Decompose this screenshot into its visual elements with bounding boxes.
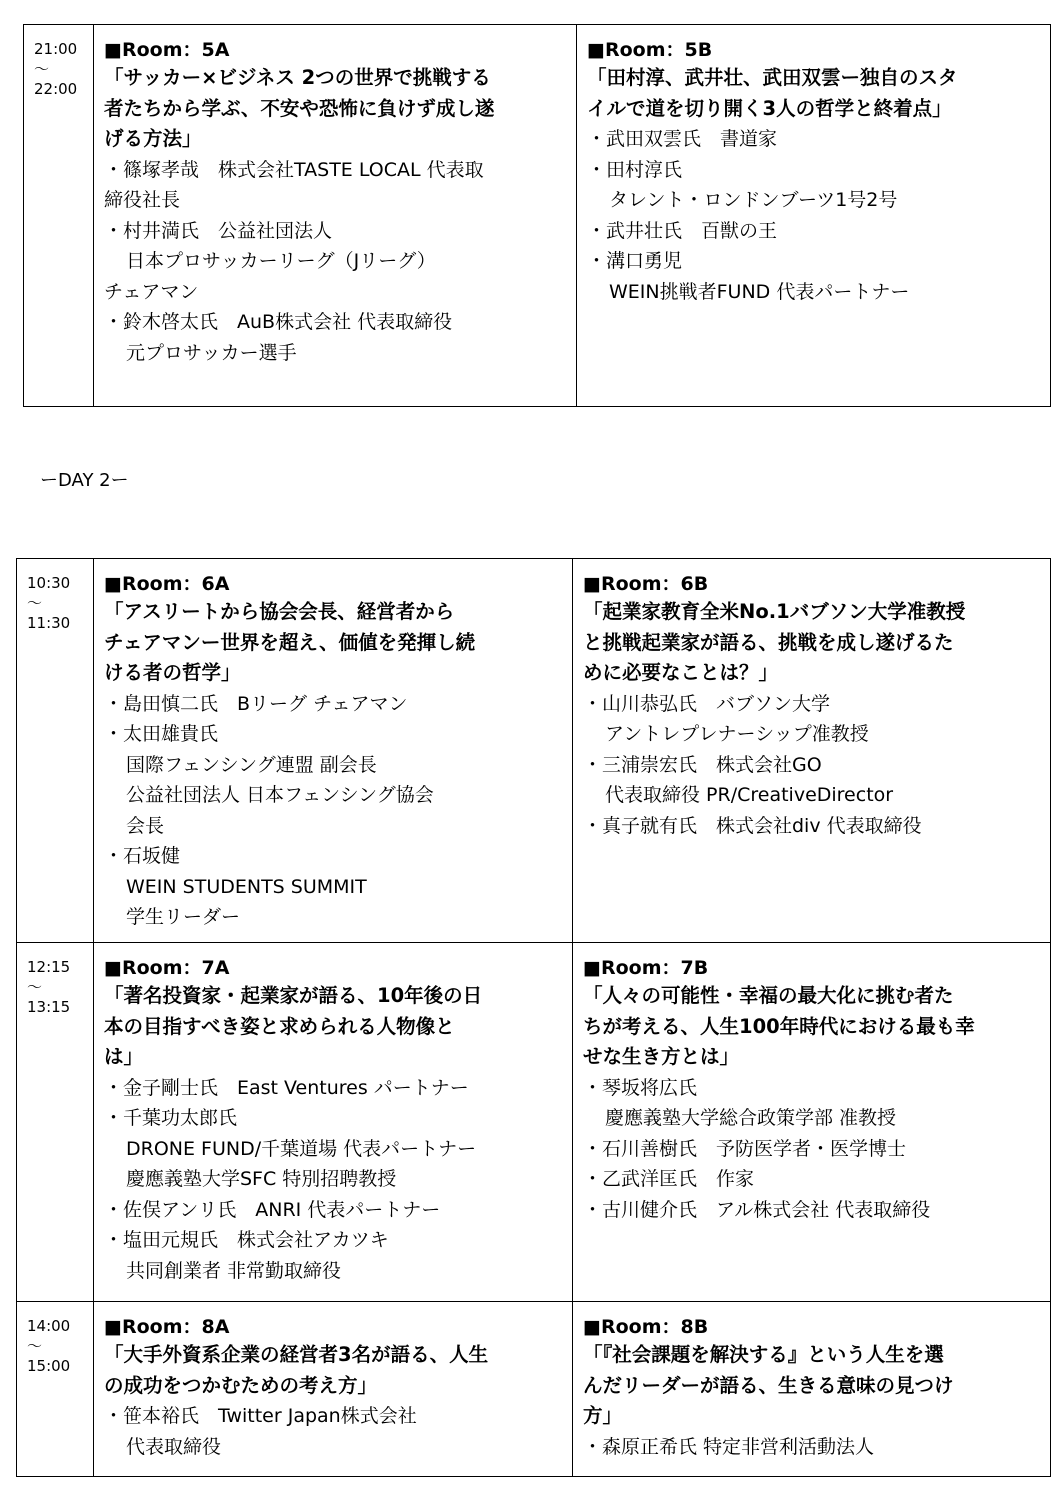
session-title-line: チェアマンー世界を超え、価値を発揮し続	[104, 630, 476, 654]
time-separator: 〜	[27, 594, 43, 612]
session-title-line: 「大手外資系企業の経営者3名が語る、人生	[104, 1343, 489, 1366]
speaker-line: 慶應義塾大学SFC 特別招聘教授	[126, 1168, 397, 1190]
speaker-line: ・武田双雲氏 書道家	[587, 128, 778, 150]
room-label: ■Room：5B	[587, 39, 713, 61]
speaker-line: ・太田雄貴氏	[104, 723, 219, 745]
session-title-line: 「人々の可能性・幸福の最大化に挑む者た	[583, 984, 954, 1007]
schedule-table-day2	[16, 558, 1051, 1477]
session-title-line: は」	[104, 1045, 144, 1068]
session-cell-6a	[94, 559, 573, 943]
speaker-line: WEIN STUDENTS SUMMIT	[126, 875, 367, 898]
room-label: ■Room：7B	[583, 957, 709, 979]
speaker-line: 共同創業者 非常勤取締役	[126, 1259, 342, 1282]
session-title-line: 本の目指すべき姿と求められる人物像と	[104, 1014, 455, 1038]
speaker-line: ・真子就有氏 株式会社div 代表取締役	[583, 814, 922, 837]
table-row	[17, 1302, 1051, 1477]
speaker-line: チェアマン	[104, 280, 199, 303]
speaker-line: ・篠塚孝哉 株式会社TASTE LOCAL 代表取	[104, 158, 484, 181]
session-cell-7a	[94, 943, 573, 1302]
speaker-line: 代表取締役 PR/CreativeDirector	[605, 784, 894, 806]
time-separator: 〜	[27, 978, 43, 996]
speaker-line: 慶應義塾大学総合政策学部 准教授	[605, 1107, 897, 1129]
table-row	[17, 559, 1051, 943]
time-start: 21:00	[34, 40, 78, 58]
speaker-line: アントレプレナーシップ准教授	[605, 723, 869, 745]
time-end: 11:30	[27, 614, 71, 632]
speaker-line: ・千葉功太郎氏	[104, 1107, 238, 1129]
speaker-line: ・笹本裕氏 Twitter Japan株式会社	[104, 1405, 417, 1427]
speaker-line: 締役社長	[104, 189, 181, 211]
time-end: 15:00	[27, 1357, 71, 1375]
session-cell-8b	[573, 1302, 1051, 1477]
room-label: ■Room：8A	[104, 1316, 230, 1338]
schedule-table-day1	[23, 24, 1051, 407]
table-row	[24, 25, 1051, 407]
session-cell-7b	[573, 943, 1051, 1302]
time-end: 22:00	[34, 80, 78, 98]
speaker-line: DRONE FUND/千葉道場 代表パートナー	[126, 1137, 477, 1160]
session-title-line: 「著名投資家・起業家が語る、10年後の日	[104, 984, 483, 1007]
session-title-line: 「サッカー×ビジネス 2つの世界で挑戦する	[104, 66, 491, 89]
session-title-line: ちが考える、人生100年時代における最も幸	[583, 1014, 975, 1038]
speaker-line: ・石川善樹氏 予防医学者・医学博士	[583, 1137, 907, 1160]
day-2-heading: ーDAY 2ー	[40, 470, 129, 491]
session-title-line: せな生き方とは」	[583, 1045, 740, 1068]
speaker-line: ・森原正希氏 特定非営利活動法人	[583, 1435, 875, 1458]
speaker-line: ・島田慎二氏 Bリーグ チェアマン	[104, 692, 408, 715]
session-title-line: イルで道を切り開く3人の哲学と終着点」	[587, 96, 952, 120]
time-start: 12:15	[27, 958, 71, 976]
session-title-line: 者たちから学ぶ、不安や恐怖に負けず成し遂	[104, 96, 495, 120]
speaker-line: 元プロサッカー選手	[126, 341, 297, 364]
session-cell-5b	[577, 25, 1051, 407]
session-title-line: の成功をつかむための考え方」	[104, 1373, 378, 1397]
speaker-line: タレント・ロンドンブーツ1号2号	[609, 189, 898, 211]
speaker-line: ・村井満氏 公益社団法人	[104, 219, 333, 242]
session-title-line: ける者の哲学」	[104, 661, 241, 684]
time-start: 14:00	[27, 1317, 71, 1335]
time-separator: 〜	[34, 60, 50, 78]
session-cell-5a	[94, 25, 577, 407]
speaker-line: ・佐俣アンリ氏 ANRI 代表パートナー	[104, 1198, 441, 1221]
speaker-line: ・石坂健	[104, 845, 181, 867]
session-title-line: 「アスリートから協会会長、経営者から	[104, 600, 455, 623]
speaker-line: ・田村淳氏	[587, 158, 683, 181]
speaker-line: WEIN挑戦者FUND 代表パートナー	[609, 280, 910, 303]
room-label: ■Room：7A	[104, 957, 230, 979]
session-title-line: 「田村淳、武井壮、武田双雲ー独自のスタ	[587, 66, 958, 89]
speaker-line: ・三浦崇宏氏 株式会社GO	[583, 753, 822, 776]
speaker-line: 学生リーダー	[126, 906, 241, 928]
session-title-line: と挑戦起業家が語る、挑戦を成し遂げるた	[583, 630, 954, 654]
session-title-line: 「『社会課題を解決する』という人生を選	[583, 1343, 944, 1366]
time-end: 13:15	[27, 998, 71, 1016]
time-cell	[17, 1302, 94, 1477]
speaker-line: 会長	[126, 814, 165, 837]
time-start: 10:30	[27, 574, 71, 592]
session-title-line: 方」	[583, 1404, 623, 1427]
speaker-line: ・山川恭弘氏 バブソン大学	[583, 692, 831, 715]
time-separator: 〜	[27, 1337, 43, 1355]
speaker-line: ・古川健介氏 アル株式会社 代表取締役	[583, 1198, 931, 1221]
speaker-line: ・鈴木啓太氏 AuB株式会社 代表取締役	[104, 311, 453, 333]
speaker-line: ・乙武洋匡氏 作家	[583, 1168, 755, 1190]
room-label: ■Room：6A	[104, 573, 230, 595]
room-label: ■Room：6B	[583, 573, 709, 595]
speaker-line: 日本プロサッカーリーグ（Jリーグ）	[126, 250, 436, 272]
speaker-line: 公益社団法人 日本フェンシング協会	[126, 784, 434, 806]
table-row	[17, 943, 1051, 1302]
time-cell	[17, 559, 94, 943]
session-title-line: げる方法」	[104, 127, 202, 150]
speaker-line: ・塩田元規氏 株式会社アカツキ	[104, 1229, 389, 1251]
speaker-line: ・琴坂将広氏	[583, 1076, 698, 1099]
session-cell-8a	[94, 1302, 573, 1477]
session-cell-6b	[573, 559, 1051, 943]
speaker-line: ・金子剛士氏 East Ventures パートナー	[104, 1076, 469, 1099]
room-label: ■Room：5A	[104, 39, 230, 61]
session-title-line: んだリーダーが語る、生きる意味の見つけ	[583, 1373, 954, 1397]
speaker-line: 国際フェンシング連盟 副会長	[126, 753, 377, 776]
speaker-line: ・溝口勇児	[587, 250, 683, 272]
speaker-line: 代表取締役	[126, 1435, 222, 1458]
time-cell	[24, 25, 94, 407]
room-label: ■Room：8B	[583, 1316, 709, 1338]
speaker-line: ・武井壮氏 百獣の王	[587, 219, 778, 242]
time-cell	[17, 943, 94, 1302]
session-title-line: めに必要なことは？」	[583, 661, 779, 684]
session-title-line: 「起業家教育全米No.1バブソン大学准教授	[583, 600, 966, 623]
